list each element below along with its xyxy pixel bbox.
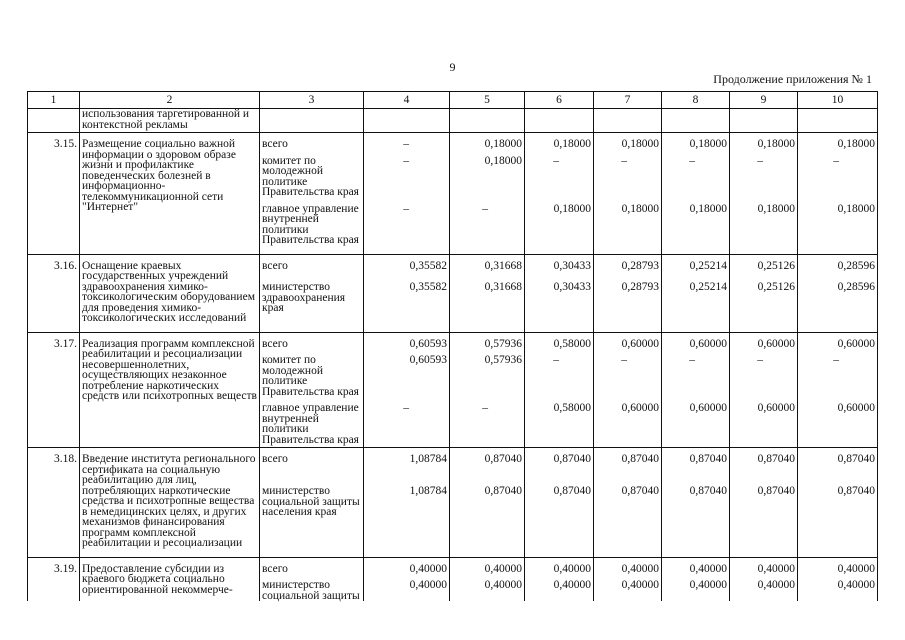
value-cell: 0,87040 — [594, 486, 662, 548]
measure-name: Реализация программ комплексной реабилитации и ресоциализации несовершеннолетних, осуществляющих незаконное потребление наркотических средств или психотропных веществ — [80, 339, 260, 446]
value-cell: 0,87040 — [594, 454, 662, 486]
value-cell: 0,18000 — [798, 204, 878, 246]
value-cell: 0,18000 — [450, 156, 525, 204]
executor-cell: министерство здравоохранения края — [260, 282, 364, 323]
value-cell: 0,87040 — [450, 454, 525, 486]
value-cell: 0,25214 — [662, 282, 730, 323]
value-cell: 0,40000 — [730, 564, 798, 581]
executor-cell: главное управление внутренней политики Правительства края — [260, 204, 364, 246]
value-cell: – — [662, 355, 730, 403]
measure-name: использования таргетированной и контекстной рекламы — [80, 109, 260, 133]
value-cell: 0,58000 — [525, 403, 594, 445]
executor-cell: комитет по молодежной политике Правительства края — [260, 156, 364, 204]
value-cell: 0,40000 — [364, 580, 450, 601]
value-cell: 0,28793 — [594, 282, 662, 323]
value-cell: 0,60000 — [594, 339, 662, 356]
executor-cell: всего — [260, 139, 364, 156]
executor-cell: министерство социальной защиты населения края — [260, 486, 364, 548]
measure-name: Размещение социально важной информации о здоровом образе жизни и профилактике поведенческих болезней в информационно-телекоммуникационной сети "Интернет" — [80, 139, 260, 246]
measure-name: Оснащение краевых государственных учреждений здравоохранения химико-токсикологическим оборудованием для проведения химико-токсикологических исследований — [80, 261, 260, 324]
value-cell: 0,25126 — [730, 261, 798, 283]
value-cell: 0,40000 — [450, 564, 525, 581]
executor-cell: всего — [260, 261, 364, 283]
value-cell: – — [364, 139, 450, 156]
header-cell: 10 — [798, 92, 878, 109]
executor-cell: комитет по молодежной политике Правительства края — [260, 355, 364, 403]
header-cell: 7 — [594, 92, 662, 109]
value-cell: 0,18000 — [662, 204, 730, 246]
value-cell: 0,40000 — [662, 564, 730, 581]
value-cell: – — [450, 204, 525, 246]
row-separator — [28, 246, 878, 255]
value-cell: 0,40000 — [798, 564, 878, 581]
value-cell: 0,60000 — [730, 403, 798, 445]
value-cell: 0,57936 — [450, 339, 525, 356]
row-separator — [28, 324, 878, 333]
funding-table — [27, 91, 878, 601]
executor-cell: всего — [260, 454, 364, 486]
table-row — [28, 564, 878, 581]
value-cell: 0,87040 — [730, 486, 798, 548]
value-cell: – — [450, 403, 525, 445]
value-cell: 0,87040 — [798, 486, 878, 548]
value-cell: – — [798, 355, 878, 403]
value-cell: 0,40000 — [450, 580, 525, 601]
header-cell: 2 — [80, 92, 260, 109]
executor-cell: министерство социальной защиты — [260, 580, 364, 601]
value-cell: – — [798, 156, 878, 204]
value-cell: 0,60000 — [730, 339, 798, 356]
measure-number: 3.16. — [28, 261, 80, 324]
header-cell: 1 — [28, 92, 80, 109]
value-cell: 0,60000 — [662, 339, 730, 356]
table-row — [28, 261, 878, 283]
value-cell: – — [730, 355, 798, 403]
value-cell: 0,60000 — [662, 403, 730, 445]
value-cell: 0,57936 — [450, 355, 525, 403]
value-cell: 0,60593 — [364, 339, 450, 356]
value-cell: 0,87040 — [798, 454, 878, 486]
value-cell: 0,40000 — [594, 564, 662, 581]
measure-number: 3.19. — [28, 564, 80, 602]
value-cell: – — [730, 156, 798, 204]
value-cell: 1,08784 — [364, 486, 450, 548]
executor-cell: всего — [260, 564, 364, 581]
value-cell: 0,87040 — [525, 454, 594, 486]
header-cell: 3 — [260, 92, 364, 109]
value-cell: 0,18000 — [730, 204, 798, 246]
value-cell: 0,35582 — [364, 282, 450, 323]
value-cell: 0,40000 — [730, 580, 798, 601]
value-cell: 0,30433 — [525, 261, 594, 283]
value-cell: 0,60593 — [364, 355, 450, 403]
header-cell: 6 — [525, 92, 594, 109]
page-number: 9 — [449, 60, 456, 74]
measure-number: 3.18. — [28, 454, 80, 549]
executor-cell: главное управление внутренней политики Правительства края — [260, 403, 364, 445]
value-cell: 0,25214 — [662, 261, 730, 283]
value-cell: 0,25126 — [730, 282, 798, 323]
value-cell: 0,87040 — [525, 486, 594, 548]
value-cell: 0,40000 — [662, 580, 730, 601]
table-row — [28, 454, 878, 486]
value-cell: 1,08784 — [364, 454, 450, 486]
table-row — [28, 339, 878, 356]
value-cell: 0,40000 — [594, 580, 662, 601]
value-cell: – — [594, 355, 662, 403]
continuation-label: Продолжение приложения № 1 — [713, 72, 872, 86]
table-row — [28, 139, 878, 156]
value-cell: 0,87040 — [730, 454, 798, 486]
executor-cell: всего — [260, 339, 364, 356]
value-cell: 0,40000 — [798, 580, 878, 601]
value-cell: – — [525, 355, 594, 403]
value-cell: 0,60000 — [798, 403, 878, 445]
value-cell: 0,18000 — [730, 139, 798, 156]
value-cell: 0,18000 — [662, 139, 730, 156]
header-cell: 5 — [450, 92, 525, 109]
value-cell: 0,18000 — [594, 139, 662, 156]
value-cell: 0,18000 — [525, 139, 594, 156]
value-cell: 0,35582 — [364, 261, 450, 283]
value-cell: 0,87040 — [662, 454, 730, 486]
table-row — [28, 109, 878, 133]
value-cell: 0,28596 — [798, 282, 878, 323]
header-cell: 4 — [364, 92, 450, 109]
value-cell: – — [364, 403, 450, 445]
header-cell: 9 — [730, 92, 798, 109]
measure-name: Введение института регионального сертификата на социальную реабилитацию для лиц, потребляющих наркотические средства и психотропные вещества в немедицинских целях, и других механизмов финансирования программ комплексной реабилитации и ресоциализации — [80, 454, 260, 549]
value-cell: 0,40000 — [525, 564, 594, 581]
row-separator — [28, 549, 878, 558]
value-cell: 0,87040 — [662, 486, 730, 548]
value-cell: – — [662, 156, 730, 204]
value-cell: 0,18000 — [798, 139, 878, 156]
value-cell: – — [364, 156, 450, 204]
value-cell: 0,31668 — [450, 261, 525, 283]
value-cell: 0,18000 — [450, 139, 525, 156]
value-cell: 0,58000 — [525, 339, 594, 356]
value-cell: – — [364, 204, 450, 246]
header-cell: 8 — [662, 92, 730, 109]
value-cell: 0,60000 — [798, 339, 878, 356]
measure-name: Предоставление субсидии из краевого бюджета социально ориентированной некоммерче- — [80, 564, 260, 602]
measure-number: 3.15. — [28, 139, 80, 246]
value-cell: 0,40000 — [364, 564, 450, 581]
value-cell: 0,28793 — [594, 261, 662, 283]
value-cell: 0,30433 — [525, 282, 594, 323]
table-header-row — [28, 92, 878, 109]
value-cell: 0,60000 — [594, 403, 662, 445]
value-cell: 0,18000 — [525, 204, 594, 246]
value-cell: 0,31668 — [450, 282, 525, 323]
value-cell: 0,18000 — [594, 204, 662, 246]
value-cell: 0,40000 — [525, 580, 594, 601]
measure-number: 3.17. — [28, 339, 80, 446]
value-cell: 0,87040 — [450, 486, 525, 548]
value-cell: – — [525, 156, 594, 204]
value-cell: – — [594, 156, 662, 204]
table-body — [28, 109, 878, 602]
value-cell: 0,28596 — [798, 261, 878, 283]
